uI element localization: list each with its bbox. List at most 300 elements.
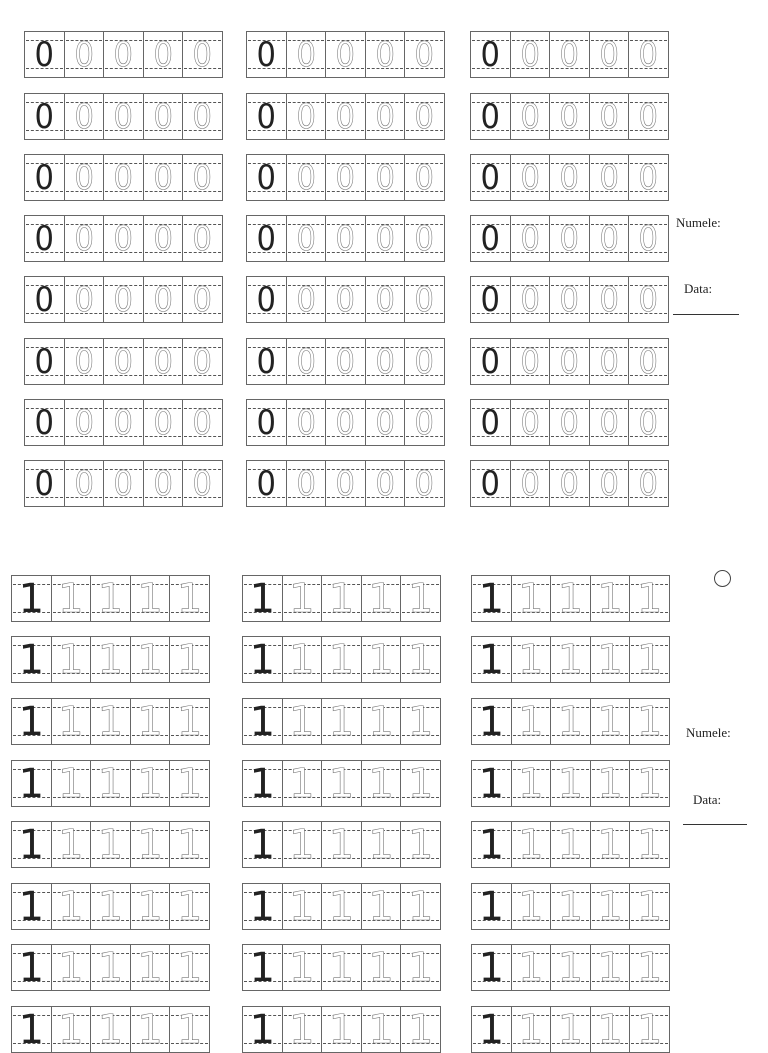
trace-digit-cell: [550, 277, 590, 322]
date-label: Data:: [684, 281, 713, 296]
trace-digit-cell: [511, 339, 551, 384]
model-digit-cell: [25, 155, 65, 200]
trace-digit: 1: [58, 575, 84, 622]
model-digit: 0: [256, 402, 277, 443]
trace-digit: 1: [176, 944, 203, 991]
trace-digit-cell: [401, 761, 440, 806]
trace-digit: 0: [375, 96, 395, 137]
model-digit-cell: [12, 637, 52, 682]
model-digit-cell: [471, 216, 511, 261]
trace-digit-cell: [287, 277, 327, 322]
model-digit-cell: [471, 32, 511, 77]
name-label: Numele:: [686, 725, 731, 740]
trace-digit: 1: [58, 698, 84, 745]
trace-digit: 1: [176, 760, 203, 807]
trace-digit-cell: [65, 277, 105, 322]
model-digit: 0: [480, 402, 501, 443]
practice-row: [11, 944, 210, 991]
trace-digit: 0: [414, 463, 435, 504]
model-digit: 0: [480, 34, 501, 75]
model-digit: 1: [249, 883, 276, 930]
model-digit: 0: [256, 463, 277, 504]
trace-digit: 0: [296, 402, 316, 443]
model-digit: 1: [18, 760, 45, 807]
practice-row: [470, 93, 669, 140]
practice-row: [24, 460, 223, 507]
trace-digit-cell: [144, 400, 184, 445]
trace-digit-cell: [326, 155, 366, 200]
trace-digit-cell: [405, 339, 444, 384]
trace-digit: 0: [414, 157, 435, 198]
model-digit-cell: [243, 699, 283, 744]
trace-digit: 1: [97, 883, 124, 930]
trace-digit-cell: [170, 884, 209, 929]
trace-digit: 0: [74, 218, 94, 259]
trace-digit-cell: [405, 155, 444, 200]
trace-digit-cell: [405, 216, 444, 261]
trace-digit: 0: [192, 218, 213, 259]
trace-digit: 0: [520, 34, 540, 75]
trace-digit: 0: [296, 157, 316, 198]
trace-digit-cell: [183, 32, 222, 77]
trace-digit-cell: [91, 637, 131, 682]
trace-digit: 1: [97, 821, 124, 868]
model-digit: 1: [478, 1006, 505, 1053]
trace-digit: 0: [113, 96, 134, 137]
trace-digit-cell: [144, 32, 184, 77]
model-digit: 1: [18, 698, 45, 745]
trace-digit: 1: [407, 698, 434, 745]
trace-digit-cell: [591, 699, 631, 744]
model-digit-cell: [243, 637, 283, 682]
model-digit: 1: [478, 636, 505, 683]
trace-digit: 0: [599, 402, 619, 443]
trace-digit: 1: [597, 760, 623, 807]
trace-digit: 1: [368, 883, 394, 930]
trace-digit: 1: [368, 698, 394, 745]
trace-digit: 1: [407, 821, 434, 868]
model-digit-cell: [25, 400, 65, 445]
trace-digit-cell: [170, 761, 209, 806]
practice-row: [24, 154, 223, 201]
trace-digit-cell: [283, 699, 323, 744]
trace-digit: 0: [153, 34, 173, 75]
trace-digit: 0: [375, 34, 395, 75]
trace-digit: 0: [74, 96, 94, 137]
model-digit-cell: [12, 822, 52, 867]
trace-digit-cell: [405, 94, 444, 139]
trace-digit-cell: [52, 884, 92, 929]
trace-digit: 0: [296, 341, 316, 382]
trace-digit-cell: [512, 637, 552, 682]
practice-row: [24, 215, 223, 262]
trace-digit-cell: [91, 945, 131, 990]
model-digit: 1: [18, 883, 45, 930]
practice-row: [246, 154, 445, 201]
model-digit: 1: [18, 1006, 45, 1053]
trace-digit-cell: [511, 94, 551, 139]
trace-digit: 0: [153, 341, 173, 382]
model-digit: 0: [34, 157, 55, 198]
trace-digit: 1: [557, 1006, 584, 1053]
trace-digit-cell: [326, 32, 366, 77]
trace-digit: 0: [113, 402, 134, 443]
trace-digit: 1: [368, 821, 394, 868]
model-digit: 1: [18, 575, 45, 622]
model-digit-cell: [247, 32, 287, 77]
trace-digit: 1: [597, 944, 623, 991]
trace-digit-cell: [326, 339, 366, 384]
trace-digit: 0: [335, 463, 356, 504]
trace-digit-cell: [104, 339, 144, 384]
model-digit: 1: [478, 575, 505, 622]
practice-row: [242, 1006, 441, 1053]
trace-digit-cell: [287, 94, 327, 139]
trace-digit-cell: [405, 400, 444, 445]
model-digit-cell: [247, 400, 287, 445]
trace-digit: 1: [328, 760, 355, 807]
trace-digit-cell: [287, 400, 327, 445]
trace-digit: 1: [97, 944, 124, 991]
trace-digit-cell: [170, 822, 209, 867]
model-digit-cell: [12, 945, 52, 990]
trace-digit-cell: [629, 155, 668, 200]
trace-digit-cell: [52, 945, 92, 990]
trace-digit: 0: [375, 157, 395, 198]
model-digit: 0: [480, 463, 501, 504]
model-digit-cell: [25, 339, 65, 384]
trace-digit-cell: [511, 32, 551, 77]
trace-digit-cell: [52, 822, 92, 867]
trace-digit-cell: [512, 761, 552, 806]
trace-digit: 0: [335, 279, 356, 320]
trace-digit-cell: [511, 216, 551, 261]
trace-digit-cell: [322, 822, 362, 867]
model-digit: 1: [18, 821, 45, 868]
model-digit: 0: [34, 463, 55, 504]
trace-digit: 0: [296, 463, 316, 504]
practice-row: [242, 636, 441, 683]
trace-digit: 1: [597, 883, 623, 930]
trace-digit: 0: [638, 463, 659, 504]
model-digit: 1: [478, 944, 505, 991]
model-digit-cell: [247, 461, 287, 506]
practice-row: [470, 399, 669, 446]
trace-digit: 0: [296, 279, 316, 320]
trace-digit-cell: [401, 1007, 440, 1052]
trace-digit: 0: [638, 341, 659, 382]
practice-row: [11, 575, 210, 622]
model-digit-cell: [247, 339, 287, 384]
trace-digit: 1: [58, 821, 84, 868]
trace-digit: 0: [638, 157, 659, 198]
model-digit: 1: [478, 698, 505, 745]
trace-digit: 0: [375, 463, 395, 504]
practice-row: [471, 944, 670, 991]
trace-digit-cell: [104, 155, 144, 200]
trace-digit-cell: [326, 400, 366, 445]
practice-row: [24, 399, 223, 446]
practice-row: [471, 636, 670, 683]
trace-digit: 1: [289, 1006, 315, 1053]
trace-digit-cell: [91, 822, 131, 867]
practice-row: [24, 276, 223, 323]
trace-digit-cell: [326, 461, 366, 506]
trace-digit: 0: [335, 157, 356, 198]
trace-digit: 0: [192, 34, 213, 75]
trace-digit-cell: [630, 1007, 669, 1052]
trace-digit-cell: [287, 155, 327, 200]
trace-digit-cell: [144, 277, 184, 322]
trace-digit-cell: [183, 155, 222, 200]
trace-digit-cell: [629, 461, 668, 506]
trace-digit: 1: [137, 760, 163, 807]
model-digit: 1: [478, 821, 505, 868]
trace-digit: 1: [137, 883, 163, 930]
trace-digit: 0: [414, 402, 435, 443]
trace-digit: 1: [289, 883, 315, 930]
trace-digit-cell: [591, 884, 631, 929]
trace-digit-cell: [322, 945, 362, 990]
trace-digit-cell: [65, 32, 105, 77]
model-digit: 0: [256, 34, 277, 75]
trace-digit: 1: [137, 944, 163, 991]
trace-digit: 1: [137, 636, 163, 683]
trace-digit: 1: [636, 575, 663, 622]
trace-digit: 0: [520, 96, 540, 137]
trace-digit-cell: [401, 699, 440, 744]
trace-digit-cell: [91, 576, 131, 621]
trace-digit-cell: [183, 94, 222, 139]
trace-digit-cell: [512, 822, 552, 867]
model-digit-cell: [471, 155, 511, 200]
trace-digit-cell: [287, 339, 327, 384]
model-digit-cell: [472, 761, 512, 806]
date-line: [683, 824, 747, 825]
practice-row: [470, 31, 669, 78]
trace-digit-cell: [131, 945, 171, 990]
trace-digit-cell: [52, 761, 92, 806]
model-digit-cell: [12, 761, 52, 806]
model-digit: 1: [249, 698, 276, 745]
practice-row: [24, 93, 223, 140]
trace-digit-cell: [183, 277, 222, 322]
trace-digit-cell: [170, 945, 209, 990]
trace-digit-cell: [550, 339, 590, 384]
trace-digit-cell: [65, 461, 105, 506]
trace-digit-cell: [551, 1007, 591, 1052]
trace-digit: 1: [597, 698, 623, 745]
trace-digit-cell: [131, 576, 171, 621]
trace-digit: 1: [328, 883, 355, 930]
trace-digit-cell: [104, 216, 144, 261]
trace-digit: 1: [518, 944, 544, 991]
trace-digit-cell: [551, 699, 591, 744]
trace-digit-cell: [511, 155, 551, 200]
trace-digit-cell: [591, 637, 631, 682]
trace-digit: 1: [597, 636, 623, 683]
model-digit-cell: [243, 884, 283, 929]
model-digit-cell: [12, 1007, 52, 1052]
model-digit-cell: [12, 576, 52, 621]
circle-icon: [714, 570, 731, 587]
trace-digit-cell: [366, 155, 406, 200]
practice-row: [471, 760, 670, 807]
date-label: Data:: [693, 792, 722, 807]
trace-digit: 0: [599, 34, 619, 75]
trace-digit: 1: [176, 821, 203, 868]
practice-row: [246, 276, 445, 323]
trace-digit-cell: [630, 761, 669, 806]
trace-digit-cell: [131, 761, 171, 806]
trace-digit: 0: [638, 96, 659, 137]
trace-digit-cell: [629, 277, 668, 322]
practice-row: [470, 338, 669, 385]
model-digit: 0: [256, 96, 277, 137]
trace-digit: 1: [58, 883, 84, 930]
model-digit: 0: [480, 96, 501, 137]
trace-digit: 0: [638, 218, 659, 259]
trace-digit-cell: [401, 822, 440, 867]
trace-digit: 0: [335, 402, 356, 443]
trace-digit-cell: [405, 461, 444, 506]
trace-digit: 0: [599, 279, 619, 320]
trace-digit: 0: [375, 402, 395, 443]
trace-digit-cell: [287, 32, 327, 77]
practice-row: [11, 636, 210, 683]
trace-digit-cell: [183, 400, 222, 445]
trace-digit-cell: [362, 637, 402, 682]
model-digit-cell: [247, 94, 287, 139]
practice-row: [246, 31, 445, 78]
model-digit: 0: [34, 279, 55, 320]
trace-digit-cell: [322, 576, 362, 621]
trace-digit: 1: [597, 575, 623, 622]
trace-digit-cell: [362, 884, 402, 929]
trace-digit-cell: [52, 699, 92, 744]
trace-digit-cell: [283, 822, 323, 867]
trace-digit-cell: [401, 884, 440, 929]
model-digit-cell: [25, 277, 65, 322]
practice-row: [470, 215, 669, 262]
practice-row: [471, 883, 670, 930]
model-digit-cell: [472, 1007, 512, 1052]
model-digit-cell: [247, 216, 287, 261]
trace-digit: 0: [375, 218, 395, 259]
model-digit: 0: [480, 341, 501, 382]
trace-digit: 0: [520, 402, 540, 443]
trace-digit: 0: [74, 34, 94, 75]
trace-digit: 0: [192, 341, 213, 382]
trace-digit-cell: [550, 32, 590, 77]
trace-digit: 1: [176, 1006, 203, 1053]
trace-digit: 1: [518, 636, 544, 683]
practice-row: [470, 276, 669, 323]
trace-digit: 0: [192, 402, 213, 443]
trace-digit: 0: [559, 96, 580, 137]
practice-row: [242, 821, 441, 868]
trace-digit-cell: [366, 94, 406, 139]
practice-row: [11, 883, 210, 930]
trace-digit-cell: [131, 884, 171, 929]
trace-digit: 1: [636, 883, 663, 930]
trace-digit: 0: [74, 341, 94, 382]
trace-digit-cell: [512, 1007, 552, 1052]
model-digit-cell: [471, 339, 511, 384]
trace-digit: 1: [328, 1006, 355, 1053]
trace-digit-cell: [591, 822, 631, 867]
trace-digit-cell: [131, 699, 171, 744]
trace-digit-cell: [183, 461, 222, 506]
trace-digit: 1: [289, 760, 315, 807]
model-digit-cell: [25, 461, 65, 506]
practice-row: [246, 215, 445, 262]
trace-digit: 0: [638, 402, 659, 443]
trace-digit-cell: [183, 216, 222, 261]
trace-digit-cell: [512, 576, 552, 621]
trace-digit: 1: [518, 1006, 544, 1053]
model-digit-cell: [25, 216, 65, 261]
model-digit-cell: [247, 155, 287, 200]
practice-row: [246, 338, 445, 385]
trace-digit: 1: [407, 575, 434, 622]
trace-digit: 0: [520, 218, 540, 259]
trace-digit-cell: [591, 576, 631, 621]
trace-digit-cell: [590, 339, 630, 384]
practice-row: [471, 1006, 670, 1053]
trace-digit: 0: [192, 279, 213, 320]
trace-digit-cell: [322, 699, 362, 744]
trace-digit: 1: [407, 883, 434, 930]
trace-digit-cell: [590, 400, 630, 445]
trace-digit: 0: [296, 96, 316, 137]
trace-digit-cell: [65, 216, 105, 261]
trace-digit: 1: [97, 636, 124, 683]
trace-digit: 1: [137, 821, 163, 868]
trace-digit-cell: [405, 32, 444, 77]
trace-digit-cell: [362, 576, 402, 621]
trace-digit: 1: [368, 636, 394, 683]
trace-digit: 0: [74, 402, 94, 443]
trace-digit-cell: [551, 945, 591, 990]
trace-digit: 1: [407, 760, 434, 807]
trace-digit: 1: [368, 1006, 394, 1053]
model-digit: 1: [18, 944, 45, 991]
trace-digit: 0: [113, 279, 134, 320]
trace-digit-cell: [590, 461, 630, 506]
trace-digit: 0: [113, 463, 134, 504]
trace-digit: 1: [176, 698, 203, 745]
trace-digit: 1: [176, 575, 203, 622]
trace-digit-cell: [326, 277, 366, 322]
trace-digit: 0: [192, 157, 213, 198]
trace-digit-cell: [326, 94, 366, 139]
trace-digit-cell: [322, 1007, 362, 1052]
trace-digit-cell: [630, 884, 669, 929]
trace-digit-cell: [170, 576, 209, 621]
trace-digit-cell: [629, 32, 668, 77]
model-digit: 0: [480, 157, 501, 198]
trace-digit: 0: [153, 279, 173, 320]
trace-digit-cell: [287, 216, 327, 261]
trace-digit: 0: [599, 341, 619, 382]
trace-digit: 1: [557, 698, 584, 745]
model-digit-cell: [243, 822, 283, 867]
trace-digit: 1: [289, 944, 315, 991]
date-line: [673, 314, 739, 315]
trace-digit: 0: [113, 34, 134, 75]
trace-digit-cell: [629, 339, 668, 384]
